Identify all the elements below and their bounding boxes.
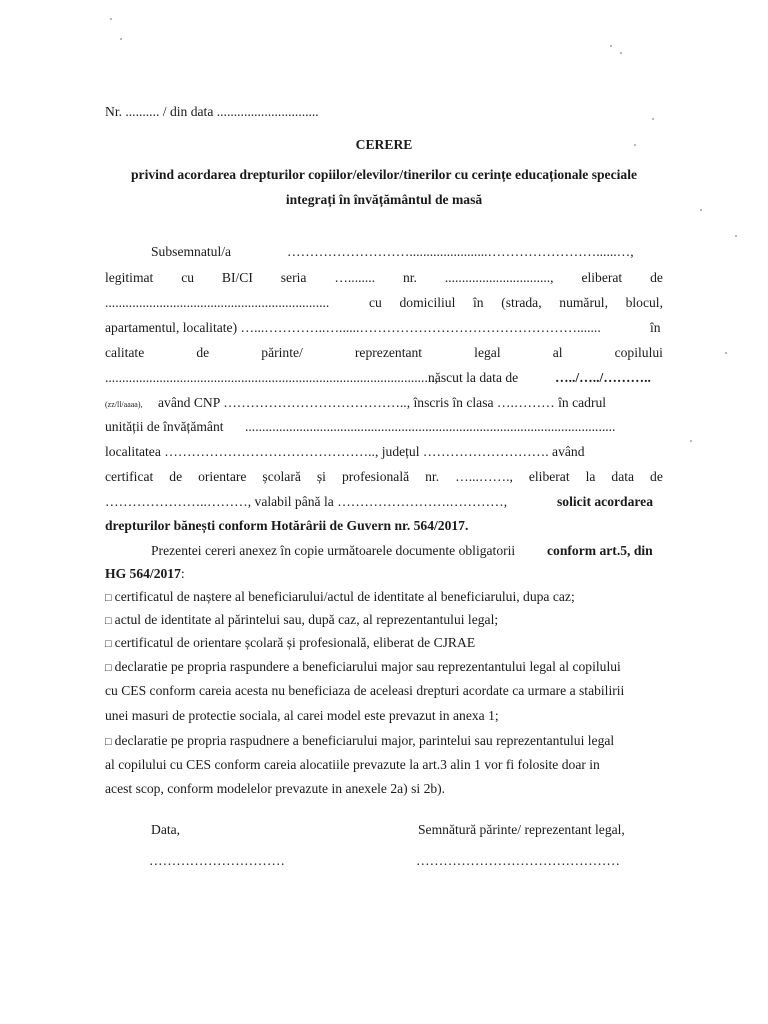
request-statement: solicit acordarea	[557, 494, 654, 509]
document-item-label: declaratie pe propria raspundere a beneficiarului major sau reprezentantului legal al copilului	[114, 659, 621, 674]
document-item-declaration-2	[105, 733, 614, 750]
certificate-number-field[interactable]: …...…….,	[455, 469, 513, 484]
document-item-parent-id	[105, 612, 498, 629]
scan-speck	[620, 52, 622, 54]
word: în	[650, 320, 661, 335]
word: și	[316, 469, 326, 484]
word: în	[473, 295, 484, 310]
word: blocul,	[625, 295, 663, 310]
school-unit-label: unității de învățământ	[105, 419, 224, 434]
legal-basis-statement: drepturilor bănești conform Hotărârii de Guvern nr. 564/2017.	[105, 518, 469, 533]
word: legitimat	[105, 270, 154, 285]
word: cu	[369, 295, 382, 310]
word: calitate	[105, 345, 145, 360]
scan-speck	[652, 118, 654, 120]
scan-speck	[120, 38, 122, 40]
annex-hg-reference	[105, 566, 185, 582]
word: data	[611, 469, 635, 484]
word: (strada,	[501, 295, 542, 310]
date-field[interactable]: …………………………	[149, 853, 285, 868]
scan-speck	[610, 45, 612, 47]
document-item-birth-certificate	[105, 589, 575, 606]
word: la	[585, 469, 596, 484]
birth-date-label: născut la data de	[428, 370, 519, 385]
checkbox-icon[interactable]: □	[105, 736, 112, 748]
address-field[interactable]: apartamentul, localitate) …...…………..…......………………………………………….......	[105, 320, 601, 335]
checkbox-icon[interactable]: □	[105, 592, 112, 604]
document-item-continuation: acest scop, conform modelelor prevazute in anexele 2a) si 2b).	[105, 781, 446, 796]
id-card-line	[105, 270, 663, 286]
undersigned-name-field[interactable]: ……………………….......................……………………......…,	[287, 244, 634, 259]
scan-speck	[725, 352, 727, 354]
document-item-label: certificatul de orientare școlară și profesională, eliberat de CJRAE	[114, 635, 476, 650]
document-item-label: certificatul de naștere al beneficiarului/actul de identitate al beneficiarului, dupa caz;	[114, 589, 575, 604]
scan-speck	[634, 144, 636, 146]
word: eliberat	[528, 469, 570, 484]
word: seria	[280, 270, 307, 285]
registration-number-line: Nr. .......... / din data ..............................	[105, 104, 319, 119]
word: părinte/	[261, 345, 303, 360]
word: eliberat	[581, 270, 623, 285]
checkbox-icon[interactable]: □	[105, 638, 112, 650]
word: de	[650, 469, 663, 484]
word: de	[169, 469, 183, 484]
word: școlară	[262, 469, 301, 484]
word: domiciliul	[399, 295, 456, 310]
word: reprezentant	[354, 345, 423, 360]
document-subtitle-line-1: privind acordarea drepturilor copiilor/elevilor/tinerilor cu cerințe educaționale speciale	[130, 167, 638, 182]
word: numărul,	[559, 295, 608, 310]
child-name-field[interactable]: .................................................................................................,	[105, 370, 439, 385]
word: copilului	[614, 345, 663, 360]
signature-label: Semnătură părinte/ reprezentant legal,	[418, 822, 625, 837]
word: al	[552, 345, 563, 360]
undersigned-label: Subsemnatul/a	[151, 244, 232, 259]
scan-speck	[735, 235, 737, 237]
hg-number: HG 564/2017	[105, 566, 181, 581]
word: nr.	[402, 270, 417, 285]
birth-date-field[interactable]: …../…../………..	[555, 370, 651, 385]
capacity-line	[105, 345, 663, 361]
certificate-line	[105, 469, 663, 485]
word: de	[650, 270, 663, 285]
document-item-continuation: unei masuri de protectie sociala, al carei model este prevazut in anexa 1;	[105, 708, 499, 723]
id-number-field[interactable]: ...............................,	[444, 270, 554, 285]
annex-article-reference: conform art.5, din	[547, 543, 653, 558]
word: certificat	[105, 469, 154, 484]
date-format-hint: (zz/ll/aaaa),	[105, 400, 143, 409]
word: de	[196, 345, 210, 360]
date-label: Data,	[151, 822, 181, 837]
scan-speck	[690, 440, 692, 442]
document-item-continuation: cu CES conform careia acesta nu beneficiaza de aceleasi drepturi acordate ca urmare a stabilirii	[105, 683, 625, 698]
word: orientare	[198, 469, 247, 484]
scan-speck	[110, 18, 112, 20]
school-unit-field[interactable]: .............................................................................................................	[245, 419, 616, 434]
checkbox-icon[interactable]: □	[105, 662, 112, 674]
signature-field[interactable]: ………………………………………	[416, 853, 620, 868]
id-series-field[interactable]: …........	[334, 270, 376, 285]
word: profesională	[341, 469, 410, 484]
colon: :	[180, 566, 185, 581]
domicile-label	[369, 295, 663, 311]
annex-intro: Prezentei cereri anexez în copie următoarele documente obligatorii	[151, 543, 516, 558]
checkbox-icon[interactable]: □	[105, 615, 112, 627]
word: BI/CI	[221, 270, 253, 285]
scan-speck	[700, 209, 702, 211]
issue-validity-dates-field[interactable]: …………………..………, valabil până la …………………….…………,	[105, 494, 508, 509]
cnp-class-line[interactable]: având CNP ………………………………….., înscris în clasa ….……… în cadrul	[158, 395, 607, 410]
document-subtitle-line-2: integrați în învățământul de masă	[285, 192, 483, 207]
word: nr.	[425, 469, 440, 484]
document-item-label: declaratie pe propria raspudnere a beneficiarului major, parintelui sau reprezentantului legal	[114, 733, 615, 748]
document-title: CERERE	[355, 137, 413, 152]
document-item-orientation-certificate	[105, 635, 475, 652]
document-item-continuation: al copilului cu CES conform careia alocatiile prevazute la art.3 alin 1 vor fi folosite doar in	[105, 757, 600, 772]
locality-county-line[interactable]: localitatea ……………………………………….., județul ………………………. având	[105, 444, 585, 459]
issued-by-field[interactable]: ..................................................................	[105, 295, 330, 310]
word: cu	[181, 270, 195, 285]
document-item-label: actul de identitate al părintelui sau, după caz, al reprezentantului legal;	[114, 612, 499, 627]
word: legal	[474, 345, 501, 360]
document-item-declaration-1	[105, 659, 621, 676]
